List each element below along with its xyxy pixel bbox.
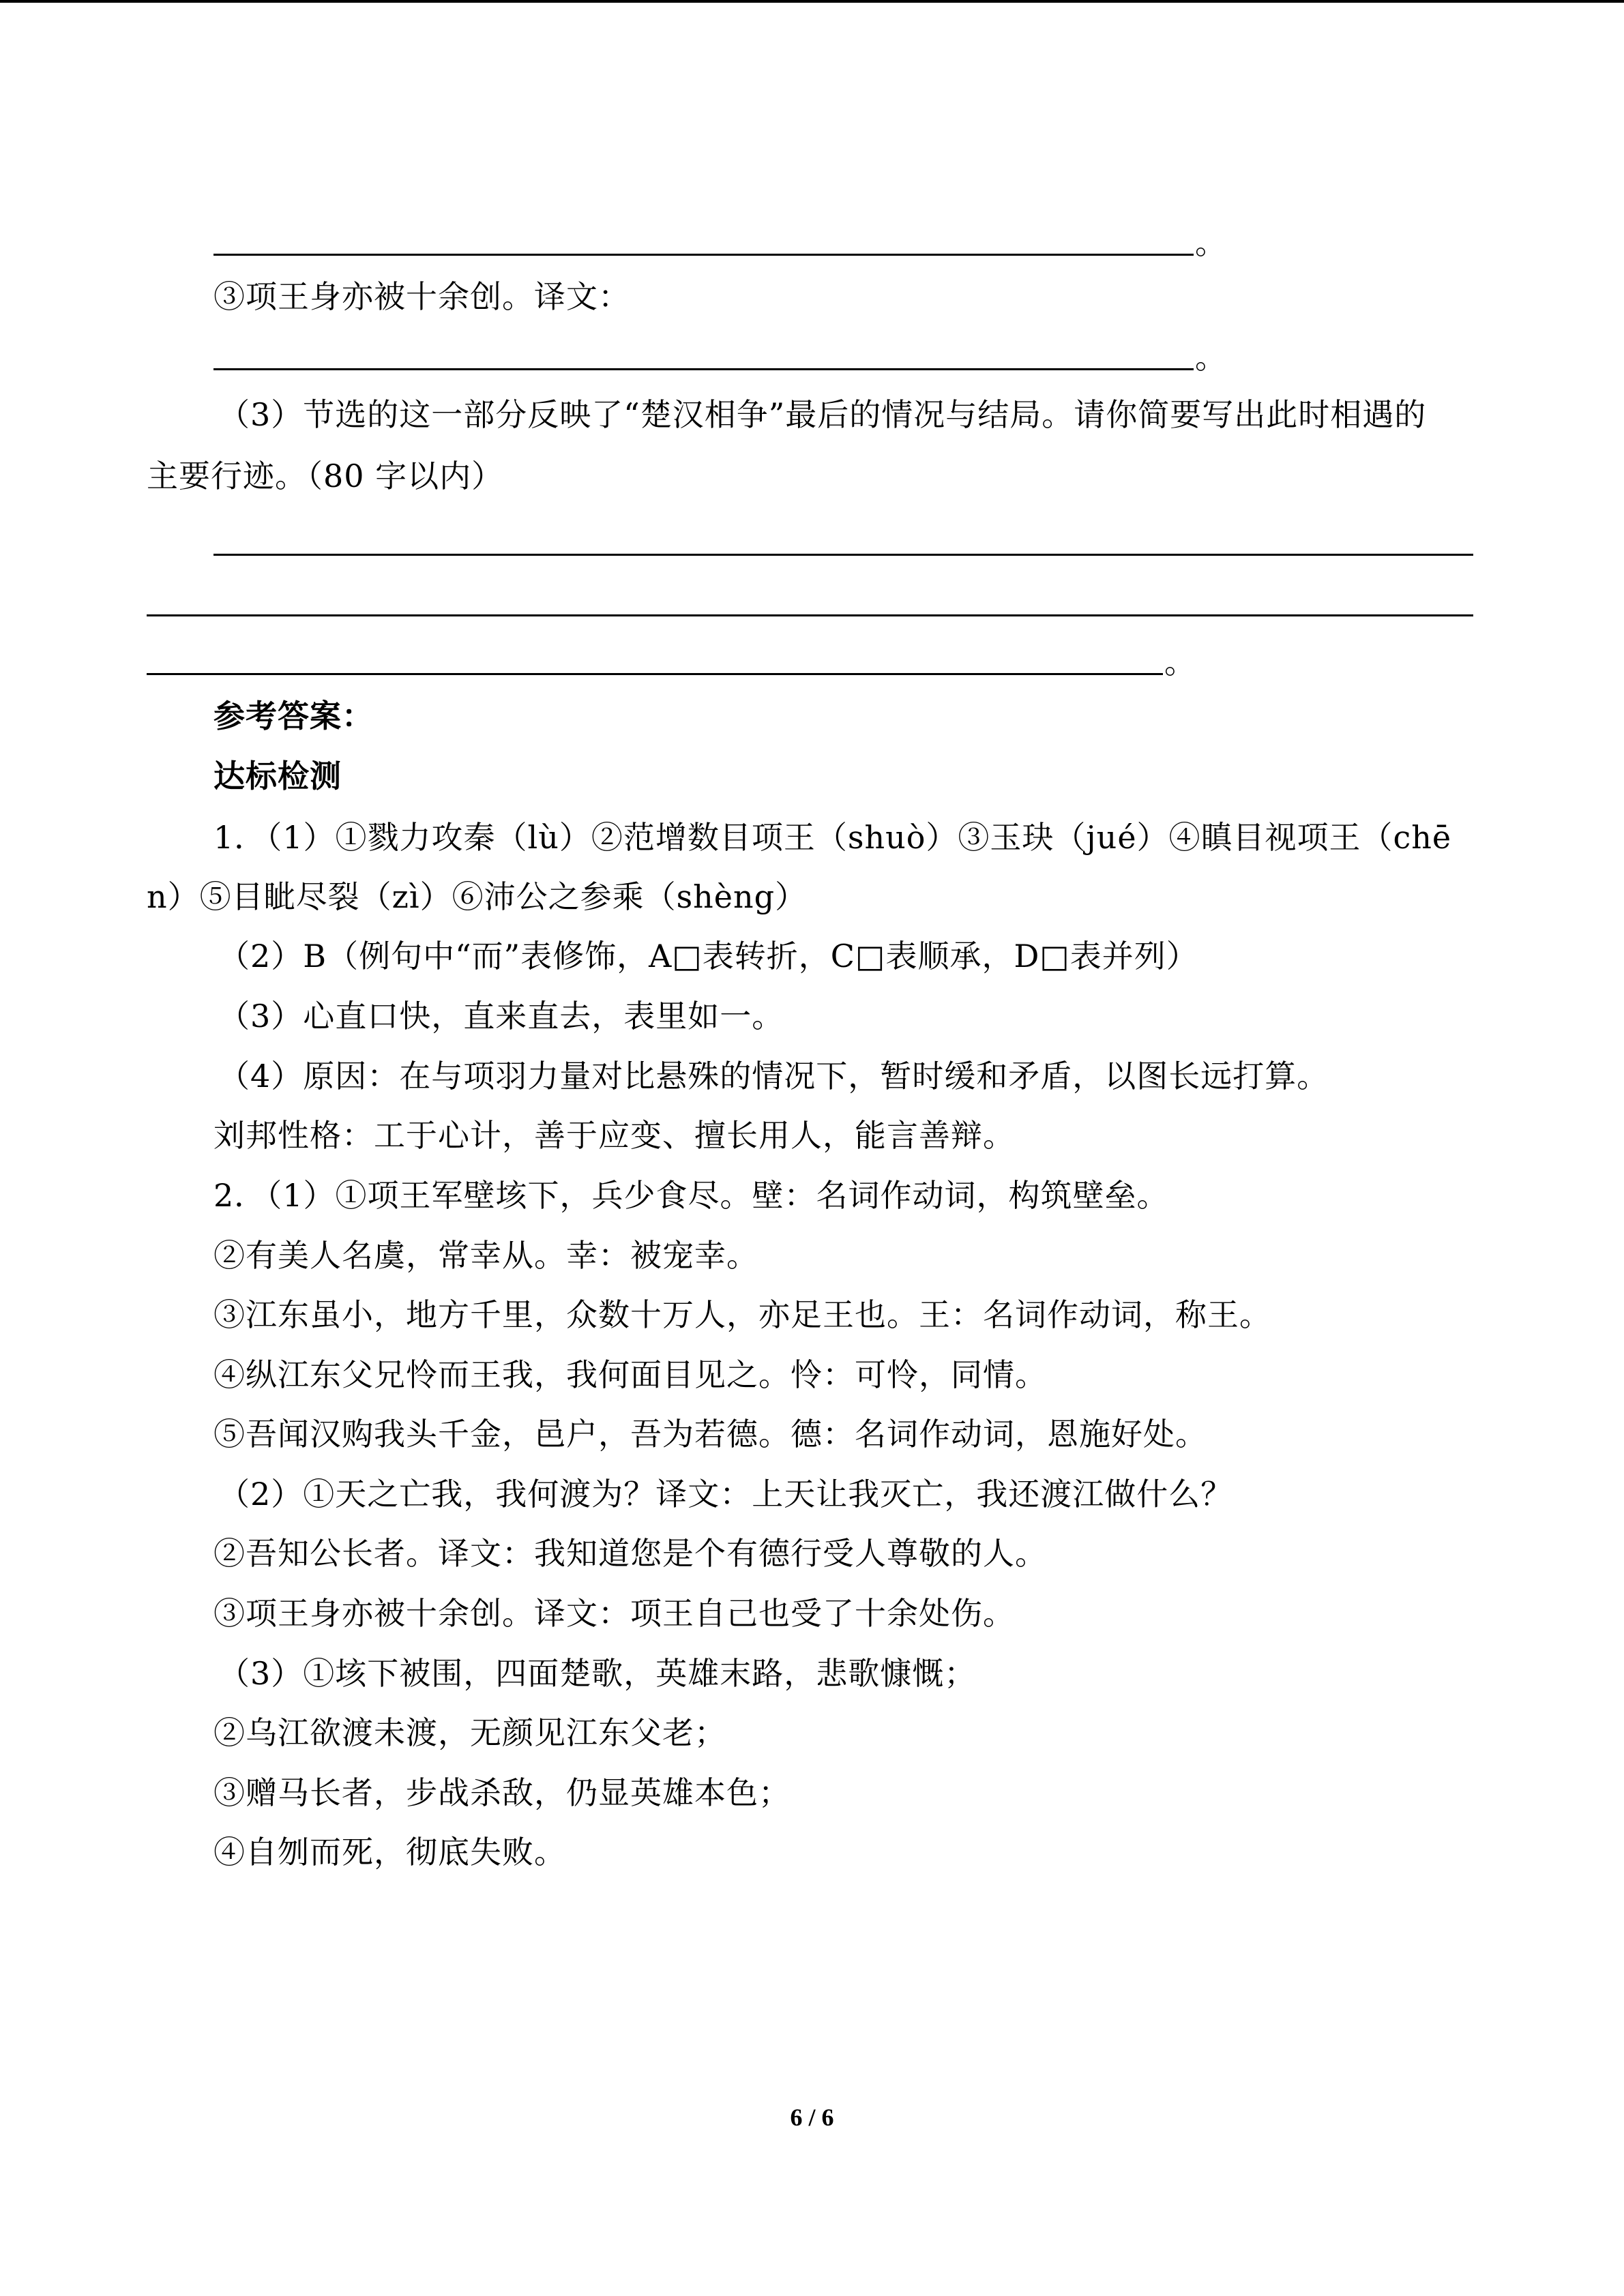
answer-line: ③赠马长者，步战杀敌，仍显英雄本色； <box>213 1774 791 1811</box>
answer-line: （2）①天之亡我，我何渡为？译文：上天让我灭亡，我还渡江做什么？ <box>218 1476 1233 1512</box>
answer-line: 刘邦性格：工于心计，善于应变、擅长用人，能言善辩。 <box>213 1117 1015 1154</box>
answer-line: （2）B（例句中“而”表修饰，A□表转折，C□表顺承，D□表并列） <box>218 938 1198 974</box>
blank-period: 。 <box>1195 339 1226 376</box>
section-heading: 达标检测 <box>213 758 342 794</box>
answer-blank-line <box>213 368 1194 370</box>
page-number: 6 / 6 <box>790 2104 834 2131</box>
answer-line: 1．（1）①戮力攻秦（lù）②范增数目项王（shuò）③玉玦（jué）④瞋目视项王（chē <box>213 819 1452 856</box>
answer-line: ③项王身亦被十余创。译文：项王自己也受了十余处伤。 <box>213 1595 1015 1632</box>
answer-line: ②乌江欲渡未渡，无颜见江东父老； <box>213 1714 726 1751</box>
answer-line: （3）①垓下被围，四面楚歌，英雄末路，悲歌慷慨； <box>218 1655 977 1692</box>
answer-line: ④自刎而死，彻底失败。 <box>213 1834 566 1870</box>
answer-line: ③江东虽小，地方千里，众数十万人，亦足王也。王：名词作动词，称王。 <box>213 1296 1271 1333</box>
top-border <box>0 0 1624 3</box>
answer-line: 2．（1）①项王军壁垓下，兵少食尽。壁：名词作动词，构筑壁垒。 <box>213 1177 1169 1214</box>
answer-line: n）⑤目眦尽裂（zì）⑥沛公之参乘（shèng） <box>147 878 808 915</box>
answer-line: （4）原因：在与项羽力量对比悬殊的情况下，暂时缓和矛盾，以图长远打算。 <box>218 1058 1329 1094</box>
question-line: （3）节选的这一部分反映了“楚汉相争”最后的情况与结局。请你简要写出此时相遇的 <box>218 396 1427 433</box>
answer-heading: 参考答案： <box>213 698 374 734</box>
answer-line: ②吾知公长者。译文：我知道您是个有德行受人尊敬的人。 <box>213 1535 1047 1572</box>
answer-blank-line <box>147 673 1163 675</box>
answer-line: ⑤吾闻汉购我头千金，邑户，吾为若德。德：名词作动词，恩施好处。 <box>213 1416 1207 1452</box>
question-line: 主要行迹。（80 字以内） <box>147 458 504 494</box>
answer-blank-line <box>213 554 1473 556</box>
answer-line: ④纵江东父兄怜而王我，我何面目见之。怜：可怜，同情。 <box>213 1356 1047 1393</box>
question-line: ③项王身亦被十余创。译文： <box>213 278 630 315</box>
blank-period: 。 <box>1164 644 1196 681</box>
answer-blank-line <box>147 614 1473 616</box>
answer-line: （3）心直口快，直来直去，表里如一。 <box>218 998 784 1034</box>
blank-period: 。 <box>1195 224 1226 261</box>
answer-line: ②有美人名虞，常幸从。幸：被宠幸。 <box>213 1237 758 1274</box>
answer-blank-line <box>213 254 1194 256</box>
